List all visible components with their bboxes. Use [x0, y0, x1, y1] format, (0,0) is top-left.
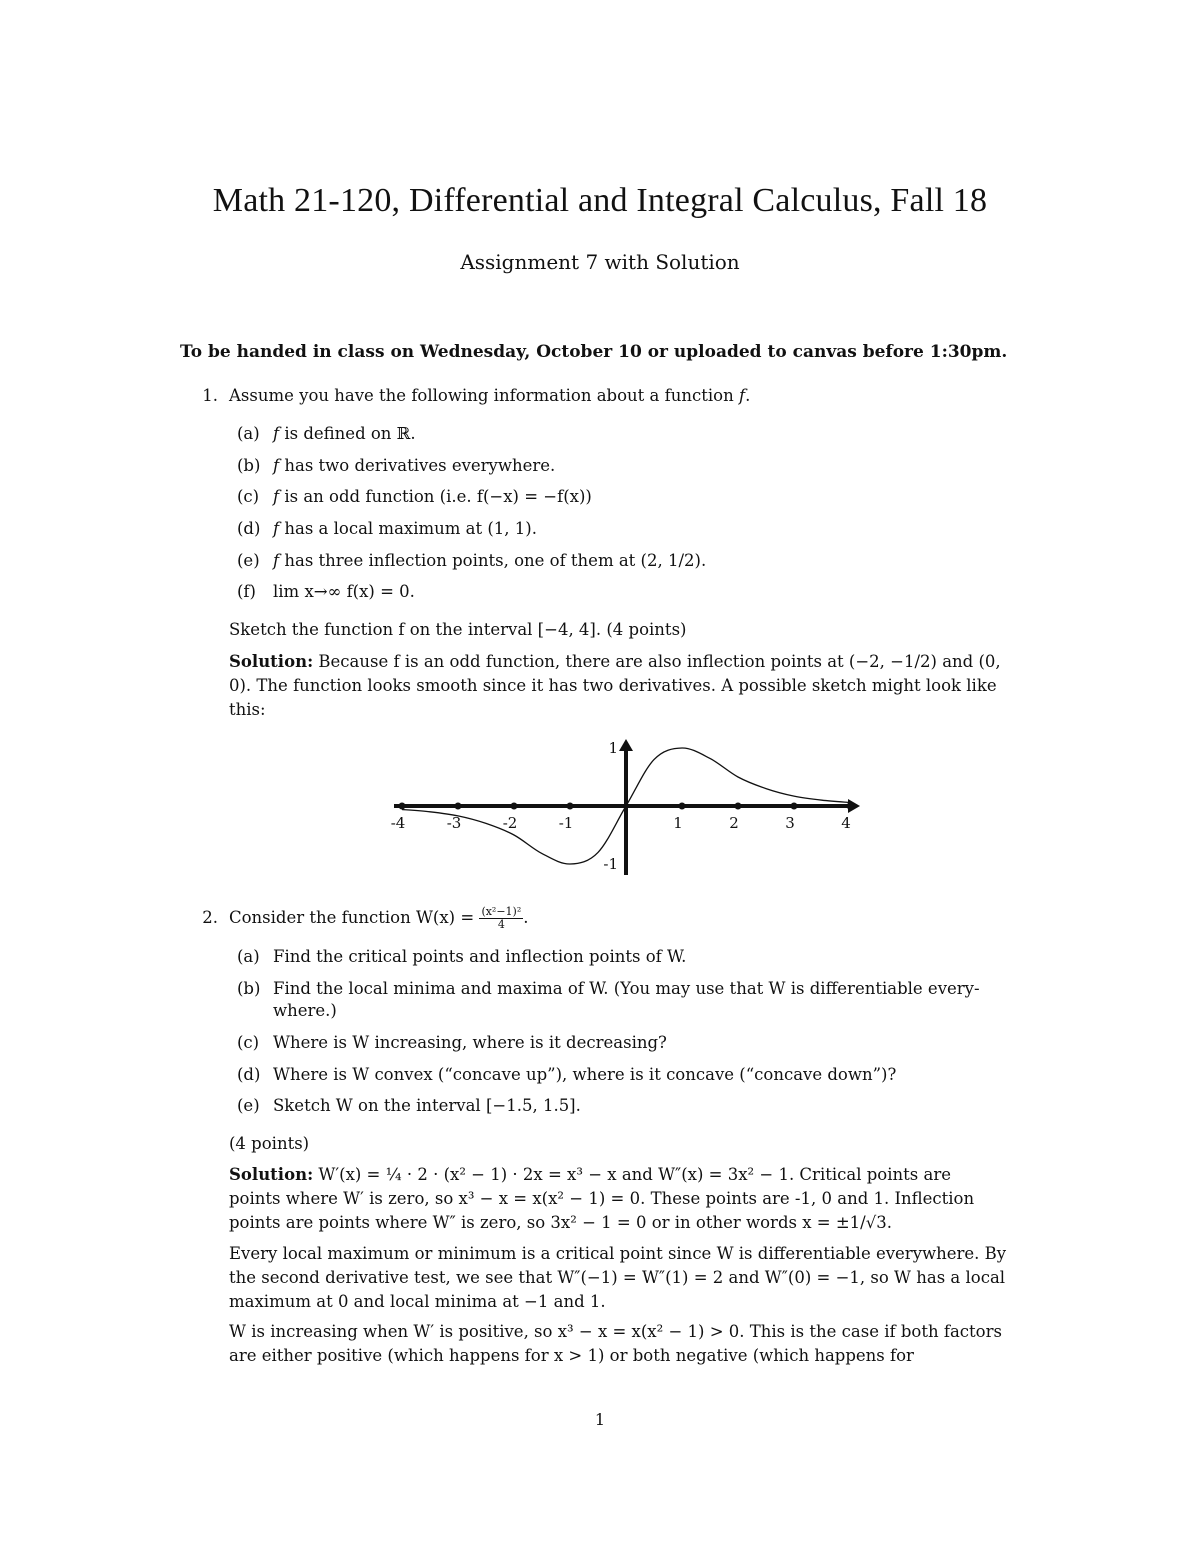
p2-item-b-label: (b) [237, 979, 261, 998]
x-tick-label-1: -3 [446, 814, 462, 832]
w-fraction [479, 906, 523, 931]
p1-item-e: f has three inflection points, one of them at (2, 1/2). [273, 551, 707, 570]
p1-item-a: f is defined on ℝ. [273, 424, 416, 443]
p1-item-b-label: (b) [237, 456, 261, 475]
x-tick-label-4: 1 [673, 814, 683, 832]
x-tick-label-5: 2 [729, 814, 739, 832]
p1-item-a-label: (a) [237, 424, 260, 443]
y-axis-arrow [619, 739, 633, 751]
x-tick-label-6: 3 [785, 814, 795, 832]
axes [394, 739, 860, 875]
p1-item-d-label: (d) [237, 519, 261, 538]
p2-item-c: Where is W increasing, where is it decreasing? [273, 1033, 667, 1052]
function-sketch [380, 735, 870, 880]
p2-item-d: Where is W convex (“concave up”), where is it concave (“concave down”)? [273, 1065, 897, 1084]
p2-paragraph-3: W is increasing when W′ is positive, so x³ − x = x(x² − 1) > 0. This is the case if both factors are either positive (which happens for x > 1) or both negative (which happens for [229, 1322, 1002, 1365]
page-number: 1 [594, 1410, 606, 1429]
p1-item-c-label: (c) [237, 487, 260, 506]
problem-1-number: 1. [202, 386, 218, 405]
p2-points: (4 points) [229, 1134, 310, 1153]
p2-item-b-cont: where.) [273, 1001, 337, 1020]
p2-solution-label: Solution: [229, 1165, 314, 1184]
p2-solution-line-2: points where W′ is zero, so x³ − x = x(x² − 1) = 0. These points are -1, 0 and 1. Inflection [229, 1189, 975, 1208]
x-tick-label-3: -1 [558, 814, 574, 832]
p1-item-d: f has a local maximum at (1, 1). [273, 519, 537, 538]
x-tick-label-2: -2 [502, 814, 518, 832]
p1-task: Sketch the function f on the interval [−4, 4]. (4 points) [229, 620, 687, 639]
p2-item-a-label: (a) [237, 947, 260, 966]
x-tick-mark-1 [455, 803, 462, 810]
problem-2-number: 2. [202, 908, 218, 927]
x-tick-mark-6 [791, 803, 798, 810]
y-tick-label-1: -1 [603, 855, 618, 873]
p1-item-f-label: (f) [237, 582, 256, 601]
x-tick-mark-3 [567, 803, 574, 810]
y-tick-label-0: 1 [608, 739, 618, 757]
p2-paragraph-2: Every local maximum or minimum is a critical point since W is differentiable everywhere. By the second derivative test, we see that W″(−1) = W″(1) = 2 and W″(0) = −1, so W has a local maximum at 0 and local minima at −1 and 1. [229, 1244, 1007, 1311]
due-note: To be handed in class on Wednesday, October 10 or uploaded to canvas before 1:30pm. [180, 342, 1008, 362]
x-tick-label-0: -4 [390, 814, 406, 832]
p1-item-e-label: (e) [237, 551, 260, 570]
problem-2-intro: Consider the function W(x) = $\frac{\text{(x²−1)²}}{4}$ . [229, 905, 529, 931]
p2-item-b: Find the local minima and maxima of W. (You may use that W is differentiable every- [273, 979, 980, 998]
p2-item-e: Sketch W on the interval [−1.5, 1.5]. [273, 1096, 581, 1115]
x-tick-mark-0 [399, 803, 406, 810]
problem-1-intro: Assume you have the following information about a function f. [229, 386, 751, 405]
p1-item-b: f has two derivatives everywhere. [273, 456, 556, 475]
x-tick-label-7: 4 [841, 814, 851, 832]
x-tick-mark-7 [847, 803, 854, 810]
p1-item-f: lim x→∞ f(x) = 0. [273, 582, 415, 601]
p1-solution-label: Solution: [229, 652, 314, 671]
page-title: Math 21-120, Differential and Integral Calculus, Fall 18 [212, 182, 988, 219]
x-tick-mark-4 [679, 803, 686, 810]
p2-item-e-label: (e) [237, 1096, 260, 1115]
p2-solution-line-1: Solution: W′(x) = ¼ · 2 · (x² − 1) · 2x = x³ − x and W″(x) = 3x² − 1. Critical points are [229, 1165, 951, 1184]
w-fraction-denominator: 4 [497, 918, 505, 931]
page-subtitle: Assignment 7 with Solution [460, 250, 740, 274]
p2-solution-line-3: points are points where W″ is zero, so 3x² − 1 = 0 or in other words x = ±1/√3. [229, 1213, 892, 1232]
p2-item-a: Find the critical points and inflection points of W. [273, 947, 687, 966]
p2-item-c-label: (c) [237, 1033, 260, 1052]
w-fraction-numerator: (x²−1)² [481, 905, 522, 918]
x-tick-mark-2 [511, 803, 518, 810]
p1-solution: Solution: Because f is an odd function, there are also inflection points at (−2, −1/2) and (0, 0). The function looks smooth since it has two derivatives. A possible sketch might look like this: [229, 652, 1001, 719]
p2-item-d-label: (d) [237, 1065, 261, 1084]
x-tick-mark-5 [735, 803, 742, 810]
p1-item-c: f is an odd function (i.e. f(−x) = −f(x)) [273, 487, 592, 506]
